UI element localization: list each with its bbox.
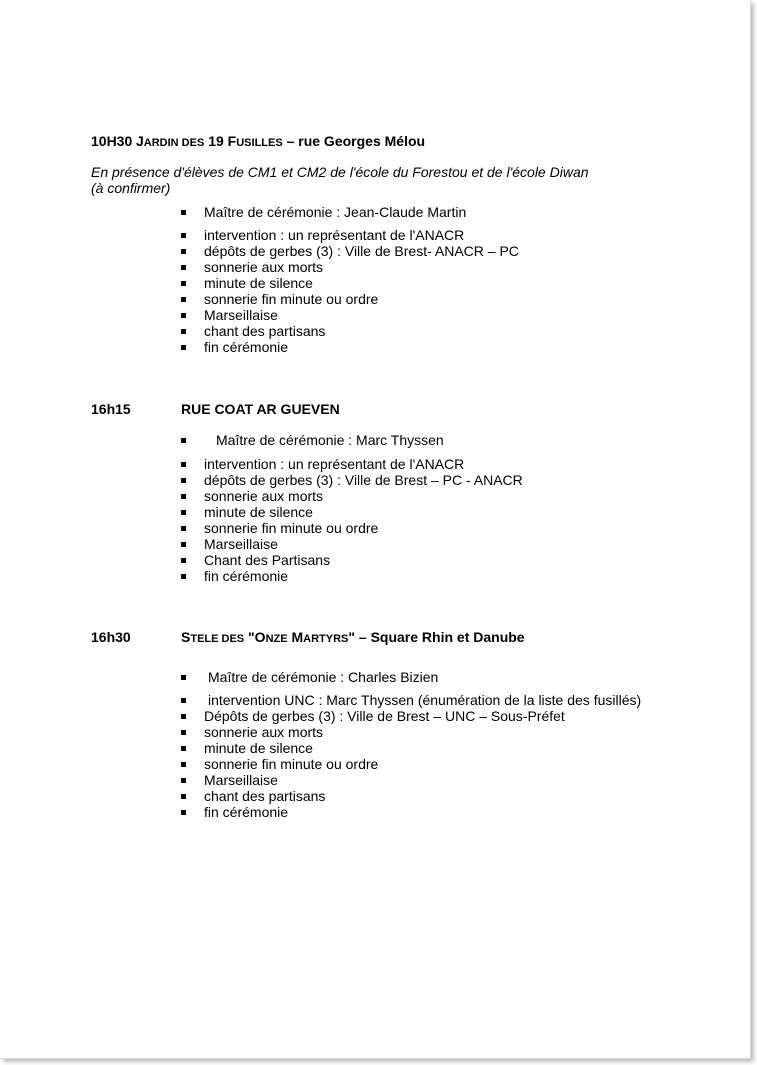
bullet-icon (181, 675, 186, 680)
bullet-icon (181, 698, 186, 703)
bullet-icon (181, 574, 186, 579)
bullet-icon (181, 810, 186, 815)
bullet-icon (181, 478, 186, 483)
bullet-icon (181, 714, 186, 719)
bullet-icon (181, 510, 186, 515)
section-3-title: STELE DES "ONZE MARTYRS" – Square Rhin et Danube (181, 629, 525, 645)
bullet-icon (181, 494, 186, 499)
bullet-icon (181, 297, 186, 302)
bullet-icon (181, 746, 186, 751)
section-2-title: RUE COAT AR GUEVEN (181, 401, 340, 417)
bullet-icon (181, 542, 186, 547)
bullet-icon (181, 265, 186, 270)
bullet-icon (181, 249, 186, 254)
document-page: 10H30 JARDIN DES 19 FUSILLES – rue Georges Mélou En présence d'élèves de CM1 et CM2 de l'école du Forestou et de l'école Diwan (à confirmer) Maître de cérémonie : Jean-Claude Martin intervention : un représentant de l'ANACR dépôts de gerbes (3) : Ville de Brest- ANACR – PC sonnerie aux morts minute de silence sonnerie fin minute ou ordre Marseillaise chant des partisans fin cérémonie 16h15 RUE COAT AR GUEVEN Maître de cérémonie : Marc Thyssen intervention : un représentant de l'ANACR dépôts de gerbes (3) : Ville de Brest – PC - ANACR sonnerie aux morts minute de silence sonnerie fin minute ou ordre Marseillaise Chant des Partisans fin cérémonie 16h30 STELE DES "ONZE MARTYRS" – Square Rhin et Danube Maître de cérémonie : Charles Bizien intervention UNC : Marc Thyssen (énumération de la liste des fusillés) Dépôts de gerbes (3) : Ville de Brest – UNC – Sous-Préfet sonnerie aux morts minute de silence sonnerie fin minute ou ordre Marseillaise chant des partisans fin cérémonie (0, 0, 751, 1059)
bullet-icon (181, 233, 186, 238)
section-1-heading (91, 133, 426, 150)
bullet-icon (181, 313, 186, 318)
section-1-time: 10H30 (91, 133, 133, 149)
bullet-icon (181, 210, 186, 215)
bullet-icon (181, 526, 186, 531)
bullet-icon (181, 558, 186, 563)
bullet-icon (181, 462, 186, 467)
bullet-icon (181, 329, 186, 334)
section-2-time: 16h15 (91, 401, 131, 417)
bullet-icon (181, 794, 186, 799)
bullet-icon (181, 778, 186, 783)
section-2-heading (91, 401, 340, 418)
intro-line-2: (à confirmer) (91, 180, 171, 196)
section-1-title: JARDIN DES 19 FUSILLES – rue Georges Mélou (136, 133, 426, 149)
bullet-icon (181, 281, 186, 286)
intro-line-1: En présence d'élèves de CM1 et CM2 de l'école du Forestou et de l'école Diwan (91, 164, 589, 180)
section-3-time: 16h30 (91, 629, 131, 645)
bullet-icon (181, 438, 186, 443)
section-1-intro (91, 164, 651, 196)
bullet-icon (181, 762, 186, 767)
section-3-heading (91, 629, 525, 646)
bullet-icon (181, 345, 186, 350)
bullet-icon (181, 730, 186, 735)
